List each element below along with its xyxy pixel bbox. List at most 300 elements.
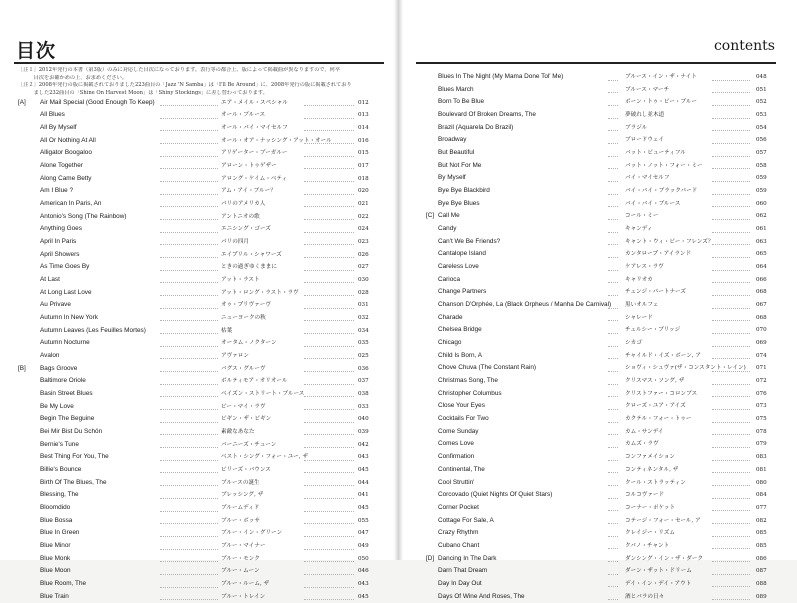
- leader-dots: [608, 510, 618, 511]
- leader-dots: [160, 472, 218, 473]
- page-number: 071: [756, 362, 767, 375]
- song-title-japanese: バイ・バイ・ブルース: [625, 198, 680, 211]
- leader-dots: [304, 485, 354, 486]
- leader-dots: [608, 599, 618, 600]
- leader-dots: [304, 511, 354, 512]
- toc-entry: [400, 591, 797, 603]
- leader-dots: [160, 523, 218, 524]
- leader-dots: [304, 447, 354, 448]
- page-number: 023: [358, 236, 369, 249]
- leader-dots: [712, 168, 750, 169]
- leader-dots: [712, 485, 750, 486]
- leader-dots: [160, 498, 218, 499]
- book-gutter: [394, 0, 403, 560]
- leader-dots: [608, 143, 618, 144]
- page-number: 012: [358, 97, 369, 110]
- song-title-japanese: ビギン・ザ・ビギン: [221, 413, 271, 426]
- toc-entry: [400, 109, 797, 122]
- song-title: Blue Moon: [40, 565, 71, 578]
- page-number: 052: [756, 96, 767, 109]
- page-number: 077: [756, 502, 767, 515]
- song-title-japanese: アヴァロン: [221, 350, 249, 363]
- song-title: Chove Chuva (The Constant Rain): [438, 362, 536, 375]
- leader-dots: [304, 282, 354, 283]
- song-title: Christmas Song, The: [438, 375, 498, 388]
- song-title-japanese: シャレード: [625, 312, 653, 325]
- song-title: April Showers: [40, 249, 79, 262]
- leader-dots: [608, 194, 618, 195]
- song-title: Careless Love: [438, 261, 479, 274]
- song-title: Cocktails For Two: [438, 413, 489, 426]
- song-title: Air Mail Special (Good Enough To Keep): [40, 97, 155, 110]
- toc-entry: [0, 287, 397, 300]
- page-number: 039: [358, 426, 369, 439]
- toc-entry: [400, 426, 797, 439]
- song-title-japanese: オータム・ノクターン: [221, 337, 277, 350]
- toc-entry: [0, 173, 397, 186]
- leader-dots: [712, 308, 750, 309]
- leader-dots: [608, 181, 618, 182]
- leader-dots: [608, 536, 618, 537]
- toc-entry: [0, 591, 397, 603]
- leader-dots: [160, 346, 218, 347]
- note-line: 目次をお確かめの上、お求めください。: [18, 75, 386, 83]
- toc-entry: [0, 122, 397, 135]
- song-title: By Myself: [438, 172, 466, 185]
- page-number: 080: [756, 477, 767, 490]
- song-title: Broadway: [438, 134, 466, 147]
- song-title-japanese: コテージ・フォー・セール, ア: [625, 515, 701, 528]
- leader-dots: [304, 536, 354, 537]
- song-title-japanese: ブルー・マイナー: [221, 540, 265, 553]
- song-title: Alligator Boogaloo: [40, 147, 92, 160]
- page-number: 043: [358, 578, 369, 591]
- page-number: 015: [358, 147, 369, 160]
- page-number: 084: [756, 489, 767, 502]
- leader-dots: [608, 320, 618, 321]
- leader-dots: [608, 460, 618, 461]
- song-title-japanese: ブレッシング, ザ: [221, 489, 263, 502]
- song-title: Blue Monk: [40, 553, 70, 566]
- page-number: 021: [358, 198, 369, 211]
- leader-dots: [712, 232, 750, 233]
- leader-dots: [608, 206, 618, 207]
- page-number: 083: [756, 451, 767, 464]
- song-title-japanese: アム・アイ・ブルー？: [221, 185, 276, 198]
- toc-entry: [400, 337, 797, 350]
- leader-dots: [160, 118, 218, 119]
- toc-entry: [0, 553, 397, 566]
- toc-entry: [400, 464, 797, 477]
- leader-dots: [304, 574, 354, 575]
- toc-entry: [0, 350, 397, 363]
- page-number: 046: [358, 565, 369, 578]
- page-number: 045: [358, 464, 369, 477]
- song-title: Alone Together: [40, 160, 83, 173]
- song-title-japanese: アローン・トゥゲザー: [221, 160, 277, 173]
- leader-dots: [712, 472, 750, 473]
- page-number: 086: [756, 553, 767, 566]
- leader-dots: [712, 181, 750, 182]
- leader-dots: [304, 561, 354, 562]
- song-title-japanese: デイ・イン・デイ・アウト: [625, 578, 691, 591]
- leader-dots: [304, 130, 354, 131]
- toc-entry: [400, 451, 797, 464]
- leader-dots: [608, 485, 618, 486]
- leader-dots: [304, 346, 354, 347]
- song-title-japanese: バット・ビューティフル: [625, 147, 686, 160]
- toc-entry: [0, 375, 397, 388]
- leader-dots: [712, 130, 750, 131]
- leader-dots: [160, 384, 218, 385]
- leader-dots: [160, 396, 218, 397]
- song-title-japanese: アリゲーター・ブーガルー: [221, 147, 288, 160]
- song-title-japanese: ときの過ぎゆくままに: [221, 261, 277, 274]
- leader-dots: [712, 333, 750, 334]
- leader-dots: [712, 586, 750, 587]
- leader-dots: [304, 118, 354, 119]
- leader-dots: [304, 587, 354, 588]
- page-number: 024: [358, 223, 369, 236]
- song-title-japanese: ブルー・イン・グリーン: [221, 527, 282, 540]
- leader-dots: [160, 206, 218, 207]
- toc-entry: [400, 185, 797, 198]
- leader-dots: [608, 384, 618, 385]
- leader-dots: [608, 422, 618, 423]
- leader-dots: [160, 168, 218, 169]
- toc-entry: [400, 134, 797, 147]
- song-title-japanese: バグス・グルーヴ: [221, 363, 266, 376]
- leader-dots: [160, 574, 218, 575]
- song-title: Corcovado (Quiet Nights Of Quiet Stars): [438, 489, 552, 502]
- page-number: 059: [756, 185, 767, 198]
- song-title: As Time Goes By: [40, 261, 89, 274]
- song-title-japanese: オール・ブルース: [221, 109, 265, 122]
- toc-entry: [0, 540, 397, 553]
- page-number: 034: [358, 325, 369, 338]
- leader-dots: [712, 105, 750, 106]
- toc-entry: [0, 439, 397, 452]
- page-number: 074: [756, 350, 767, 363]
- toc-entry: [400, 172, 797, 185]
- page-number: 038: [358, 388, 369, 401]
- leader-dots: [304, 143, 354, 144]
- toc-entry: [400, 362, 797, 375]
- leader-dots: [712, 460, 750, 461]
- toc-entry: [0, 325, 397, 338]
- toc-entry: [400, 223, 797, 236]
- page-number: 031: [358, 299, 369, 312]
- song-title-japanese: カクテル・フォー・トゥー: [625, 413, 691, 426]
- song-title-japanese: キャント・ウィ・ビー・フレンズ？: [625, 236, 713, 249]
- toc-entry: [0, 274, 397, 287]
- page-number: 073: [756, 400, 767, 413]
- song-title-japanese: オゥ・プリヴァーヴ: [221, 299, 271, 312]
- leader-dots: [608, 498, 618, 499]
- leader-dots: [160, 181, 218, 182]
- toc-entry: [400, 84, 797, 97]
- page-number: 067: [756, 299, 767, 312]
- leader-dots: [712, 118, 750, 119]
- leader-dots: [304, 320, 354, 321]
- song-title-japanese: ブルー・ルーム, ザ: [221, 578, 269, 591]
- page-number: 051: [756, 84, 767, 97]
- page-number: 028: [358, 287, 369, 300]
- section-letter: [A]: [18, 97, 26, 110]
- song-title-japanese: チェルシー・ブリッジ: [625, 324, 680, 337]
- leader-dots: [160, 561, 218, 562]
- leader-dots: [712, 143, 750, 144]
- page-number: 081: [756, 464, 767, 477]
- song-title-japanese: ダンシング・イン・ザ・ダーク: [625, 553, 703, 566]
- toc-entry: [400, 375, 797, 388]
- leader-dots: [160, 257, 218, 258]
- leader-dots: [608, 586, 618, 587]
- notes: [18, 67, 386, 97]
- song-title: Blues March: [438, 84, 474, 97]
- leader-dots: [712, 536, 750, 537]
- page-number: 076: [756, 388, 767, 401]
- leader-dots: [608, 244, 618, 245]
- song-title: Blue Bossa: [40, 515, 72, 528]
- song-title-japanese: カンタロープ・アイランド: [625, 248, 691, 261]
- page-number: 027: [358, 261, 369, 274]
- toc-entry: [400, 122, 797, 135]
- song-title-japanese: エイプリル・シャワーズ: [221, 249, 282, 262]
- toc-entry: [0, 388, 397, 401]
- toc-entry: [0, 401, 397, 414]
- song-title-japanese: ビー・マイ・ラヴ: [221, 401, 265, 414]
- song-title: Antonio's Song (The Rainbow): [40, 211, 126, 224]
- leader-dots: [304, 257, 354, 258]
- leader-dots: [304, 105, 354, 106]
- song-title-japanese: パリの四月: [221, 236, 249, 249]
- song-title-japanese: ブラジル: [625, 122, 647, 135]
- leader-dots: [608, 358, 618, 359]
- song-title-japanese: ブルー・モンク: [221, 553, 260, 566]
- song-title-japanese: クール・ストラッティン: [625, 477, 686, 490]
- leader-dots: [608, 270, 618, 271]
- page-number: 036: [358, 363, 369, 376]
- leader-dots: [712, 434, 750, 435]
- page-number: 016: [358, 135, 369, 148]
- toc-entry: [0, 527, 397, 540]
- page-number: 064: [756, 261, 767, 274]
- song-title: Bei Mir Bist Du Schön: [40, 426, 102, 439]
- toc-entry: [0, 502, 397, 515]
- song-title: Boulevard Of Broken Dreams, The: [438, 109, 536, 122]
- page-number: 072: [756, 375, 767, 388]
- note-line: ました232曲目の「Shine On Harvest Moon」は「Shiny Stockings」に差し替わっております。: [18, 90, 386, 98]
- song-title-japanese: バット・ノット・フォー・ミー: [625, 160, 703, 173]
- song-title-japanese: シカゴ: [625, 337, 642, 350]
- leader-dots: [304, 333, 354, 334]
- leader-dots: [304, 384, 354, 385]
- toc-entry: [0, 451, 397, 464]
- leader-dots: [712, 257, 750, 258]
- toc-entry: [400, 578, 797, 591]
- leader-dots: [712, 548, 750, 549]
- song-title: Bye Bye Blackbird: [438, 185, 490, 198]
- page-number: 050: [358, 553, 369, 566]
- song-title: Call Me: [438, 210, 460, 223]
- song-title-japanese: コルコヴァード: [625, 489, 664, 502]
- song-title: Au Privave: [40, 299, 71, 312]
- toc-entry: [0, 261, 397, 274]
- leader-dots: [712, 219, 750, 220]
- section-letter: [C]: [426, 210, 434, 223]
- page-number: 040: [358, 413, 369, 426]
- toc-entry: [400, 160, 797, 173]
- song-title-japanese: コール・ミー: [625, 210, 658, 223]
- song-title: Cantalope Island: [438, 248, 486, 261]
- page-number: 065: [756, 248, 767, 261]
- leader-dots: [160, 460, 218, 461]
- leader-dots: [160, 333, 218, 334]
- page-number: 033: [358, 401, 369, 414]
- leader-dots: [160, 270, 218, 271]
- toc-entry: [0, 464, 397, 477]
- song-title-japanese: クローズ・ユア・アイズ: [625, 400, 686, 413]
- song-title: Continental, The: [438, 464, 485, 477]
- leader-dots: [160, 219, 218, 220]
- leader-dots: [608, 295, 618, 296]
- leader-dots: [608, 118, 618, 119]
- leader-dots: [608, 130, 618, 131]
- song-title: Anything Goes: [40, 223, 82, 236]
- page-number: 032: [358, 312, 369, 325]
- toc-entry: [0, 337, 397, 350]
- leader-dots: [712, 396, 750, 397]
- toc-entry: [0, 198, 397, 211]
- song-title-japanese: ブルース・マーチ: [625, 84, 669, 97]
- song-title: At Long Last Love: [40, 287, 92, 300]
- page-number: 017: [358, 160, 369, 173]
- song-title-japanese: 素敵なあなた: [221, 426, 255, 439]
- leader-dots: [304, 549, 354, 550]
- leader-dots: [304, 270, 354, 271]
- toc-entry: [400, 248, 797, 261]
- note-line: ［注１］2012年発行の本書（第3版）のみに対応した目次になっております。表行等の都合上、版によって掲載曲が異なりますので、何卒: [18, 67, 386, 75]
- page-number: 014: [358, 122, 369, 135]
- leader-dots: [304, 599, 354, 600]
- leader-dots: [160, 371, 218, 372]
- song-title-japanese: ブルー・トレイン: [221, 591, 265, 603]
- song-title: All By Myself: [40, 122, 77, 135]
- leader-dots: [712, 80, 750, 81]
- song-title: Begin The Beguine: [40, 413, 94, 426]
- leader-dots: [304, 371, 354, 372]
- song-title: But Beautiful: [438, 147, 474, 160]
- song-title: Day In Day Out: [438, 578, 482, 591]
- song-title: Blues In The Night (My Mama Done Tol' Me): [438, 71, 563, 84]
- toc-entry: [400, 477, 797, 490]
- song-title-japanese: 夢破れし並木道: [625, 109, 664, 122]
- page-number: 022: [358, 211, 369, 224]
- leader-dots: [608, 447, 618, 448]
- page-number: 063: [756, 236, 767, 249]
- song-title: Christopher Columbus: [438, 388, 502, 401]
- page-number: 079: [756, 438, 767, 451]
- song-title-japanese: チェンジ・パートナーズ: [625, 286, 686, 299]
- song-title-japanese: 酒とバラの日々: [625, 591, 664, 603]
- toc-entry: [0, 578, 397, 591]
- leader-dots: [608, 156, 618, 157]
- leader-dots: [304, 232, 354, 233]
- leader-dots: [304, 396, 354, 397]
- leader-dots: [608, 333, 618, 334]
- song-title: Bloomdido: [40, 502, 70, 515]
- page-number: 049: [358, 540, 369, 553]
- leader-dots: [608, 371, 618, 372]
- leader-dots: [608, 257, 618, 258]
- leader-dots: [712, 422, 750, 423]
- leader-dots: [160, 143, 218, 144]
- page-number: 085: [756, 540, 767, 553]
- toc-entry: [400, 565, 797, 578]
- toc-entry: [0, 223, 397, 236]
- song-title: Carioca: [438, 274, 460, 287]
- song-title: Comes Love: [438, 438, 474, 451]
- title-rule-right: [416, 62, 776, 64]
- leader-dots: [608, 434, 618, 435]
- song-title: Blue Room, The: [40, 578, 86, 591]
- toc-entry: [400, 312, 797, 325]
- leader-dots: [712, 194, 750, 195]
- leader-dots: [608, 561, 618, 562]
- song-title-japanese: ボルティモア・オリオール: [221, 375, 288, 388]
- page-number: 085: [756, 527, 767, 540]
- page-number: 078: [756, 426, 767, 439]
- song-title: Bernie's Tune: [40, 439, 79, 452]
- page-number: 048: [756, 71, 767, 84]
- leader-dots: [712, 92, 750, 93]
- leader-dots: [712, 358, 750, 359]
- song-title: Birth Of The Blues, The: [40, 477, 107, 490]
- song-title-japanese: ブルームディド: [221, 502, 259, 515]
- song-title: Blessing, The: [40, 489, 79, 502]
- toc-entry: [400, 540, 797, 553]
- song-title-japanese: エニシング・ゴーズ: [221, 223, 271, 236]
- leader-dots: [712, 282, 750, 283]
- toc-entry: [400, 261, 797, 274]
- leader-dots: [304, 409, 354, 410]
- leader-dots: [608, 282, 618, 283]
- leader-dots: [160, 232, 218, 233]
- leader-dots: [712, 371, 750, 372]
- leader-dots: [304, 308, 354, 309]
- song-title-japanese: 枯葉: [221, 325, 232, 338]
- page-number: 020: [358, 185, 369, 198]
- toc-entry: [0, 489, 397, 502]
- leader-dots: [304, 472, 354, 473]
- song-title-japanese: ショヴィ・シュヴァ(ザ・コンスタント・レイン): [625, 362, 746, 375]
- toc-entry: [0, 147, 397, 160]
- page-number: 060: [756, 198, 767, 211]
- page-number: 061: [756, 223, 767, 236]
- toc-entry: [0, 363, 397, 376]
- song-title: Autumn Leaves (Les Feuilles Mortes): [40, 325, 146, 338]
- toc-entry: [400, 553, 797, 566]
- leader-dots: [160, 422, 218, 423]
- song-title: All Or Nothing At All: [40, 135, 96, 148]
- toc-entry: [0, 211, 397, 224]
- song-title: Autumn In New York: [40, 312, 98, 325]
- song-title-japanese: ベイズン・ストリート・ブルース: [221, 388, 304, 401]
- leader-dots: [608, 472, 618, 473]
- leader-dots: [304, 434, 354, 435]
- song-title: Blue Minor: [40, 540, 71, 553]
